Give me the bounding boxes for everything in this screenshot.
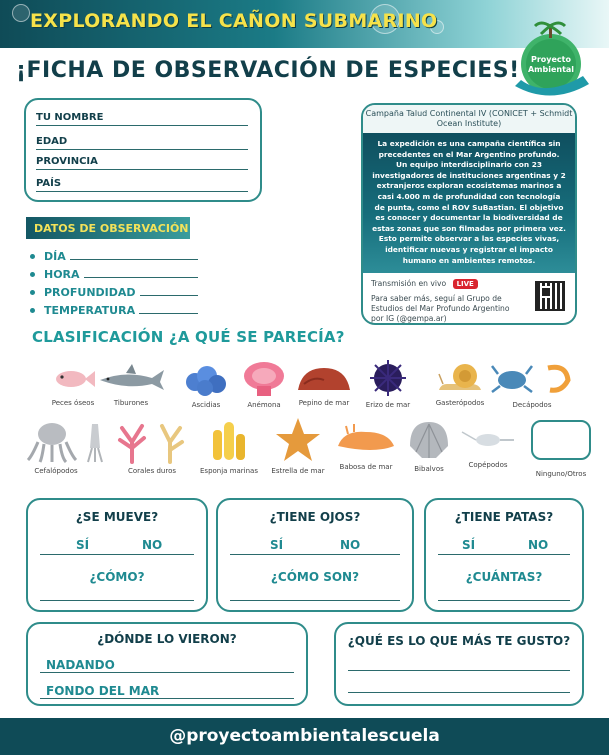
question-tiene-patas (424, 498, 584, 612)
answer-line (230, 554, 400, 555)
question-title: ¿TIENE OJOS? (269, 510, 361, 524)
question-title: ¿SE MUEVE? (75, 510, 159, 524)
species-babosa-de-mar[interactable]: Babosa de mar (334, 420, 398, 471)
field-age[interactable]: EDAD (36, 136, 248, 150)
option-no[interactable]: NO (142, 538, 163, 552)
datos-item-dia[interactable]: DÍA (30, 245, 198, 263)
more-info-text: Para saber más, seguí al Grupo de Estudios del Mar Profundo Argentino por IG (@gempa.ar) (371, 294, 510, 323)
starfish-icon (274, 416, 322, 464)
species-copepodos[interactable]: Copépodos (458, 422, 518, 469)
option-yes[interactable]: SÍ (76, 538, 90, 552)
answer-line[interactable] (348, 670, 570, 671)
answer-line (40, 554, 194, 555)
species-cefalopodos[interactable]: Cefalópodos (24, 420, 128, 475)
species-pepino-de-mar[interactable]: Pepino de mar (294, 362, 354, 407)
info-card-footer (363, 273, 575, 325)
question-tiene-ojos (216, 498, 414, 612)
personal-info-box (24, 98, 262, 202)
option-fondo-del-mar[interactable]: FONDO DEL MAR (46, 684, 160, 698)
field-country[interactable]: PAÍS (36, 178, 248, 192)
live-badge[interactable]: LIVE (453, 279, 478, 289)
question-sub: ¿CUÁNTAS? (465, 570, 543, 584)
octopus-squid-icon (26, 420, 126, 464)
species-decapodos[interactable]: Decápodos (486, 360, 578, 409)
field-province[interactable]: PROVINCIA (36, 156, 248, 170)
species-corales-duros[interactable]: Corales duros (112, 418, 192, 475)
coral-icon (114, 418, 190, 464)
question-sub: ¿CÓMO? (89, 570, 145, 584)
info-card (361, 103, 577, 325)
sea-urchin-icon (364, 358, 412, 398)
question-sub: ¿CÓMO SON? (270, 570, 360, 584)
species-bibalvos[interactable]: Bibalvos (402, 418, 456, 473)
species-ninguno-otros[interactable]: Ninguno/Otros (528, 420, 594, 478)
datos-item-temperatura[interactable]: TEMPERATURA (30, 299, 198, 317)
footer-handle[interactable]: @proyectoambientalescuela (0, 718, 609, 755)
ascidian-icon (181, 362, 231, 398)
datos-list (30, 245, 198, 317)
sea-cucumber-icon (294, 362, 354, 396)
answer-line[interactable] (230, 600, 400, 601)
logo-text-line2: Ambiental (527, 65, 575, 74)
empty-option-box[interactable] (531, 420, 591, 460)
page-title: ¡FICHA DE OBSERVACIÓN DE ESPECIES! (16, 58, 520, 83)
answer-line (438, 554, 570, 555)
classification-title: CLASIFICACIÓN ¿A QUÉ SE PARECÍA? (32, 328, 345, 346)
option-no[interactable]: NO (340, 538, 361, 552)
question-title: ¿QUÉ ES LO QUE MÁS TE GUSTO? (347, 634, 571, 648)
species-peces-oseos[interactable]: Peces óseos (40, 362, 106, 407)
crab-shrimp-icon (490, 360, 574, 398)
copepod-icon (460, 422, 516, 458)
datos-item-hora[interactable]: HORA (30, 263, 198, 281)
bullet-icon (30, 254, 35, 259)
answer-line (40, 672, 294, 673)
sea-slug-icon (334, 420, 398, 460)
question-que-te-gusto (334, 622, 584, 706)
fish-icon (49, 362, 97, 396)
qr-code-icon[interactable] (535, 281, 565, 311)
question-donde-lo-vieron (26, 622, 308, 706)
option-nadando[interactable]: NADANDO (46, 658, 115, 672)
option-no[interactable]: NO (528, 538, 549, 552)
species-gasteropodos[interactable]: Gasterópodos (428, 360, 492, 407)
info-card-body: La expedición es una campaña científica sin precedentes en el Mar Argentino profundo. Un equipo interdisciplinario con 23 investigadores de instituciones argentinas y 2 extranjeros exploran ecosistemas marinos a casi 4.000 m de profundidad con tecnología de punta, como el ROV SuBastian. El objetivo es conocer y documentar la biodiversidad de estas zonas que son filmadas por primera vez. Esto permite observar a las especies vivas, identificar nuevas y registrar el impacto humano en ambientes remotos. (363, 133, 575, 273)
answer-line (40, 698, 294, 699)
answer-line[interactable] (40, 600, 194, 601)
bubble-decoration (12, 4, 30, 22)
bullet-icon (30, 290, 35, 295)
answer-line[interactable] (438, 600, 570, 601)
field-name[interactable]: TU NOMBRE (36, 112, 248, 126)
snail-icon (435, 360, 485, 396)
species-ascidias[interactable]: Ascidias (176, 362, 236, 409)
info-card-header: Campaña Talud Continental IV (CONICET + Schmidt Ocean Institute) (363, 105, 575, 133)
sponge-icon (207, 418, 251, 464)
answer-line[interactable] (348, 692, 570, 693)
live-text: Transmisión en vivo (371, 279, 447, 288)
species-estrella-de-mar[interactable]: Estrella de mar (266, 416, 330, 475)
bullet-icon (30, 272, 35, 277)
question-title: ¿DÓNDE LO VIERON? (97, 632, 237, 646)
species-anemona[interactable]: Anémona (236, 358, 292, 409)
logo-text-line1: Proyecto (530, 55, 572, 64)
clam-shell-icon (406, 418, 452, 462)
question-se-mueve (26, 498, 208, 612)
banner-title: EXPLORANDO EL CAÑON SUBMARINO (30, 10, 438, 32)
species-tiburones[interactable]: Tiburones (96, 362, 166, 407)
species-erizo-de-mar[interactable]: Erizo de mar (360, 358, 416, 409)
datos-title: DATOS DE OBSERVACIÓN (26, 217, 190, 239)
species-esponja-marinas[interactable]: Esponja marinas (196, 418, 262, 475)
bullet-icon (30, 308, 35, 313)
question-title: ¿TIENE PATAS? (454, 510, 554, 524)
shark-icon (96, 362, 166, 396)
datos-item-profundidad[interactable]: PROFUNDIDAD (30, 281, 198, 299)
option-yes[interactable]: SÍ (462, 538, 476, 552)
option-yes[interactable]: SÍ (270, 538, 284, 552)
anemone-icon (240, 358, 288, 398)
